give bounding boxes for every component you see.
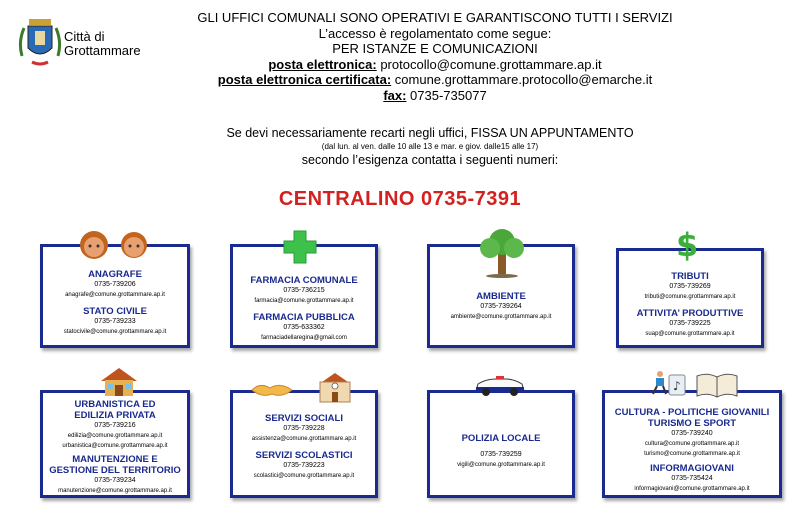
cultura-title-line1: CULTURA - POLITICHE GIOVANILI xyxy=(614,407,770,418)
anagrafe-phone: 0735-739206 xyxy=(94,281,136,288)
appointment-line3: secondo l’esigenza contatta i seguenti numeri: xyxy=(301,153,559,167)
pharmacy-cross-icon xyxy=(282,229,318,265)
pec-label: posta elettronica certificata: xyxy=(217,72,392,87)
card-polizia xyxy=(427,390,575,498)
anagrafe-email[interactable]: anagrafe@comune.grottammare.ap.it xyxy=(65,292,165,298)
email-row xyxy=(150,57,720,73)
ambiente-email[interactable]: ambiente@comune.grottammare.ap.it xyxy=(450,314,552,320)
attivita-email[interactable]: suap@comune.grottammare.ap.it xyxy=(645,331,735,337)
farmacia-comunale-email[interactable]: farmacia@comune.grottammare.ap.it xyxy=(254,298,354,304)
logo-line1: Città di xyxy=(64,29,105,44)
fax-label: fax: xyxy=(383,87,407,103)
turismo-email[interactable]: turismo@comune.grottammare.ap.it xyxy=(644,451,740,457)
tributi-email[interactable]: tributi@comune.grottammare.ap.it xyxy=(644,294,736,300)
header-line1: GLI UFFICI COMUNALI SONO OPERATIVI E GARANTISCONO TUTTI I SERVIZI xyxy=(197,10,673,25)
informagiovani-email[interactable]: informagiovani@comune.grottammare.ap.it xyxy=(634,486,750,492)
header-line3: PER ISTANZE E COMUNICAZIONI xyxy=(332,41,538,56)
cultura-phone: 0735-739240 xyxy=(671,430,713,437)
manutenzione-email[interactable]: manutenzione@comune.grottammare.ap.it xyxy=(58,488,172,494)
sociali-title: SERVIZI SOCIALI xyxy=(265,413,343,424)
centralino-number: CENTRALINO 0735-7391 xyxy=(278,188,522,210)
tributi-title: TRIBUTI xyxy=(671,271,709,282)
cultura-email[interactable]: cultura@comune.grottammare.ap.it xyxy=(644,441,740,447)
fax-row xyxy=(150,88,720,104)
manutenzione-title-line1: MANUTENZIONE E xyxy=(72,454,158,465)
people-icon xyxy=(76,228,156,262)
informagiovani-phone: 0735-735424 xyxy=(671,475,713,482)
farmacia-comunale-phone: 0735-736215 xyxy=(283,287,325,294)
farmacia-pubblica-email[interactable]: farmaciadellaregina@gmail.com xyxy=(261,335,347,341)
book-icon xyxy=(694,370,740,400)
farmacia-comunale-title: FARMACIA COMUNALE xyxy=(250,275,358,286)
police-car-icon xyxy=(472,375,528,397)
tributi-phone: 0735-739269 xyxy=(669,283,711,290)
sociali-phone: 0735-739228 xyxy=(283,425,325,432)
email-label: posta elettronica: xyxy=(268,56,377,72)
manutenzione-phone: 0735-739234 xyxy=(94,477,136,484)
urbanistica-title-line1: URBANISTICA ED xyxy=(74,399,156,410)
ambiente-title: AMBIENTE xyxy=(476,291,526,302)
school-icon xyxy=(314,370,356,404)
email-value[interactable]: protocollo@comune.grottammare.ap.it xyxy=(376,56,602,72)
urbanistica-phone: 0735-739216 xyxy=(94,422,136,429)
city-logo xyxy=(18,16,168,71)
appointment-line1: Se devi necessariamente recarti negli uffici, FISSA UN APPUNTAMENTO xyxy=(226,126,634,140)
svg-text:♪: ♪ xyxy=(673,379,681,393)
cultura-title-line2: TURISMO E SPORT xyxy=(647,418,737,429)
header-line2: L’accesso è regolamentato come segue: xyxy=(318,25,552,41)
city-crest-icon xyxy=(18,16,62,68)
polizia-title: POLIZIA LOCALE xyxy=(461,433,541,444)
ambiente-phone: 0735-739264 xyxy=(480,303,522,310)
fax-value: 0735-735077 xyxy=(406,87,487,103)
runner-icon xyxy=(648,370,670,396)
appointment-hours: (dal lun. al ven. dalle 10 alle 13 e mar. e giov. dalle15 alle 17) xyxy=(321,142,539,151)
urbanistica-email[interactable]: urbanistica@comune.grottammare.ap.it xyxy=(62,443,168,449)
logo-line2: Grottammare xyxy=(64,43,141,58)
pec-row xyxy=(150,72,720,88)
sociali-email[interactable]: assistenza@comune.grottammare.ap.it xyxy=(251,436,357,442)
tree-icon xyxy=(478,226,526,278)
pec-value[interactable]: comune.grottammare.protocollo@emarche.it xyxy=(391,72,653,87)
statocivile-phone: 0735-739233 xyxy=(94,318,136,325)
handshake-icon xyxy=(250,378,294,402)
edilizia-email[interactable]: edilizia@comune.grottammare.ap.it xyxy=(67,433,163,439)
farmacia-pubblica-title: FARMACIA PUBBLICA xyxy=(253,312,355,323)
manutenzione-title-line2: GESTIONE DEL TERRITORIO xyxy=(49,465,181,476)
attivita-phone: 0735-739225 xyxy=(669,320,711,327)
statocivile-email[interactable]: statocivile@comune.grottammare.ap.it xyxy=(63,329,167,335)
scolastici-phone: 0735-739223 xyxy=(283,462,325,469)
card-cultura xyxy=(602,390,782,498)
attivita-title: ATTIVITA’ PRODUTTIVE xyxy=(636,308,744,319)
music-icon xyxy=(668,374,686,396)
urbanistica-title-line2: EDILIZIA PRIVATA xyxy=(74,410,156,421)
appointment-info xyxy=(130,126,730,168)
card-urbanistica xyxy=(40,390,190,498)
header xyxy=(150,10,720,103)
scolastici-email[interactable]: scolastici@comune.grottammare.ap.it xyxy=(253,473,355,479)
logo-text xyxy=(64,30,141,58)
house-icon xyxy=(98,366,140,398)
scolastici-title: SERVIZI SCOLASTICI xyxy=(255,450,353,461)
anagrafe-title: ANAGRAFE xyxy=(88,269,142,280)
informagiovani-title: INFORMAGIOVANI xyxy=(650,463,734,474)
dollar-icon: $ xyxy=(676,226,699,264)
farmacia-pubblica-phone: 0735-633362 xyxy=(283,324,325,331)
statocivile-title: STATO CIVILE xyxy=(83,306,147,317)
card-servizi-sociali xyxy=(230,390,378,498)
polizia-phone: 0735-739259 xyxy=(480,451,522,458)
polizia-email[interactable]: vigili@comune.grottammare.ap.it xyxy=(457,462,545,468)
